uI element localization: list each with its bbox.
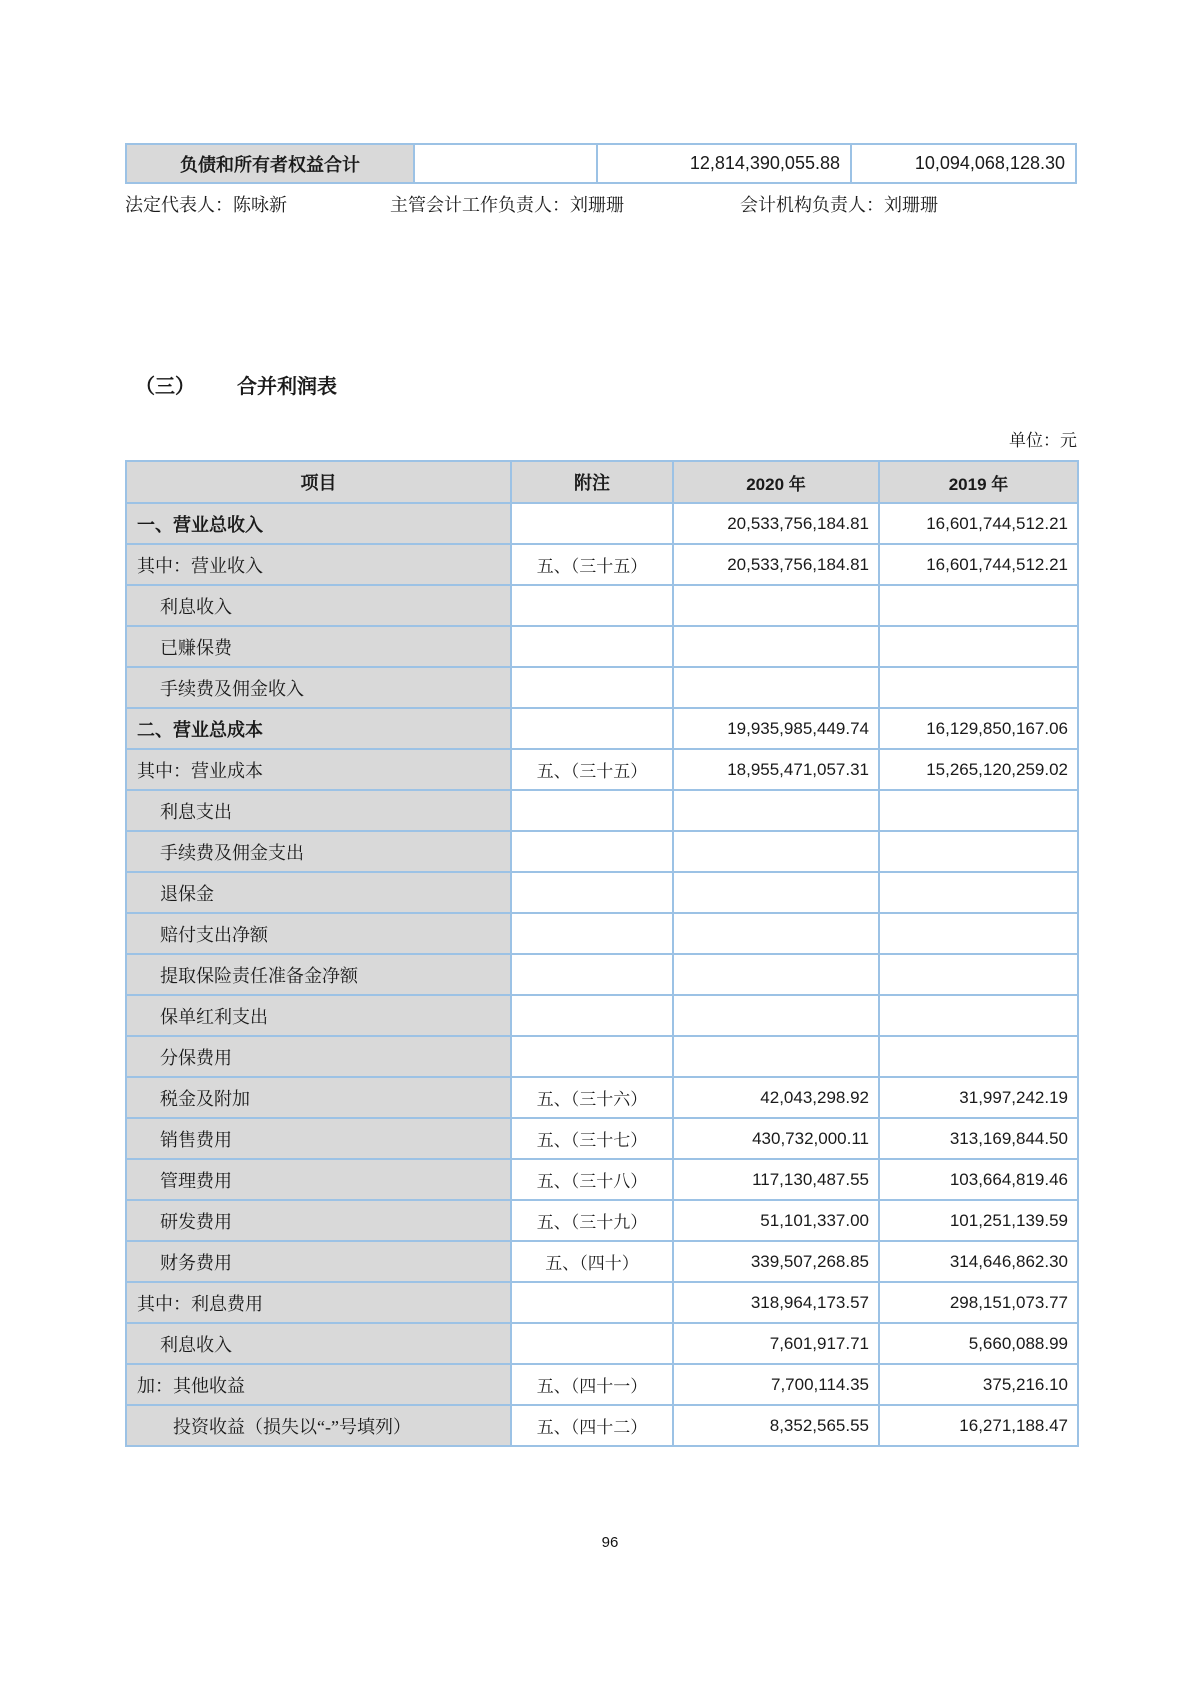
table-row xyxy=(126,1364,1078,1405)
item-cell: 手续费及佣金支出 xyxy=(126,831,511,872)
value-2019-cell: 16,129,850,167.06 xyxy=(879,708,1078,749)
item-cell: 研发费用 xyxy=(126,1200,511,1241)
table-row xyxy=(126,913,1078,954)
item-cell: 赔付支出净额 xyxy=(126,913,511,954)
value-2019-cell: 101,251,139.59 xyxy=(879,1200,1078,1241)
value-2020-cell: 19,935,985,449.74 xyxy=(673,708,879,749)
note-cell xyxy=(511,913,673,954)
table-row xyxy=(126,1077,1078,1118)
note-cell: 五、（三十五） xyxy=(511,544,673,585)
table-row xyxy=(126,1036,1078,1077)
income-statement-table xyxy=(125,460,1079,1447)
table-row xyxy=(126,749,1078,790)
section-title-text: 合并利润表 xyxy=(237,376,337,398)
table-row xyxy=(126,503,1078,544)
item-cell: 税金及附加 xyxy=(126,1077,511,1118)
value-2019-cell xyxy=(879,954,1078,995)
section-number: （三） xyxy=(135,376,195,398)
table-row xyxy=(126,872,1078,913)
section-title xyxy=(135,370,337,399)
value-2019-cell: 103,664,819.46 xyxy=(879,1159,1078,1200)
value-2020-cell: 20,533,756,184.81 xyxy=(673,544,879,585)
page-number: 96 xyxy=(601,1534,619,1551)
item-cell: 已赚保费 xyxy=(126,626,511,667)
value-2020-cell xyxy=(673,831,879,872)
note-cell: 五、（三十七） xyxy=(511,1118,673,1159)
table-header-row xyxy=(126,461,1078,503)
item-cell: 退保金 xyxy=(126,872,511,913)
table-row xyxy=(126,626,1078,667)
table-row xyxy=(126,1282,1078,1323)
value-2019-cell: 16,271,188.47 xyxy=(879,1405,1078,1446)
chief-accounting-officer: 主管会计工作负责人：刘珊珊 xyxy=(390,195,624,215)
table-row xyxy=(126,1159,1078,1200)
note-cell xyxy=(511,995,673,1036)
balance-total-note-cell xyxy=(415,145,598,182)
value-2019-cell: 314,646,862.30 xyxy=(879,1241,1078,1282)
value-2020-cell: 339,507,268.85 xyxy=(673,1241,879,1282)
note-cell xyxy=(511,585,673,626)
note-cell: 五、（三十六） xyxy=(511,1077,673,1118)
value-2019-cell: 15,265,120,259.02 xyxy=(879,749,1078,790)
note-cell xyxy=(511,667,673,708)
note-cell: 五、（三十九） xyxy=(511,1200,673,1241)
table-row xyxy=(126,790,1078,831)
value-2020-cell xyxy=(673,995,879,1036)
legal-representative: 法定代表人：陈咏新 xyxy=(125,195,287,215)
value-2019-cell xyxy=(879,831,1078,872)
value-2019-cell xyxy=(879,995,1078,1036)
note-cell xyxy=(511,954,673,995)
table-row xyxy=(126,585,1078,626)
value-2019-cell xyxy=(879,585,1078,626)
value-2020-cell: 18,955,471,057.31 xyxy=(673,749,879,790)
note-cell: 五、（四十二） xyxy=(511,1405,673,1446)
value-2020-cell: 430,732,000.11 xyxy=(673,1118,879,1159)
value-2019-cell: 375,216.10 xyxy=(879,1364,1078,1405)
table-row xyxy=(126,1200,1078,1241)
value-2019-cell: 31,997,242.19 xyxy=(879,1077,1078,1118)
item-cell: 管理费用 xyxy=(126,1159,511,1200)
table-row xyxy=(126,544,1078,585)
table-row xyxy=(126,831,1078,872)
value-2020-cell: 117,130,487.55 xyxy=(673,1159,879,1200)
table-row xyxy=(126,1241,1078,1282)
balance-total-2020-value: 12,814,390,055.88 xyxy=(598,145,852,182)
item-cell: 手续费及佣金收入 xyxy=(126,667,511,708)
note-cell xyxy=(511,1323,673,1364)
item-cell: 其中：利息费用 xyxy=(126,1282,511,1323)
item-cell: 二、营业总成本 xyxy=(126,708,511,749)
item-cell: 保单红利支出 xyxy=(126,995,511,1036)
header-2020: 2020 年 xyxy=(673,461,879,503)
note-cell xyxy=(511,872,673,913)
item-cell: 提取保险责任准备金净额 xyxy=(126,954,511,995)
item-cell: 投资收益（损失以“-”号填列） xyxy=(126,1405,511,1446)
balance-total-2019-value: 10,094,068,128.30 xyxy=(852,145,1075,182)
value-2019-cell: 16,601,744,512.21 xyxy=(879,544,1078,585)
value-2020-cell xyxy=(673,626,879,667)
item-cell: 财务费用 xyxy=(126,1241,511,1282)
value-2019-cell xyxy=(879,872,1078,913)
value-2019-cell: 313,169,844.50 xyxy=(879,1118,1078,1159)
note-cell: 五、（三十八） xyxy=(511,1159,673,1200)
table-row xyxy=(126,995,1078,1036)
value-2020-cell xyxy=(673,913,879,954)
item-cell: 分保费用 xyxy=(126,1036,511,1077)
table-row xyxy=(126,954,1078,995)
signature-line xyxy=(0,191,1200,217)
value-2020-cell: 42,043,298.92 xyxy=(673,1077,879,1118)
value-2020-cell: 7,601,917.71 xyxy=(673,1323,879,1364)
note-cell xyxy=(511,503,673,544)
table-row xyxy=(126,708,1078,749)
table-row xyxy=(126,1118,1078,1159)
value-2020-cell xyxy=(673,585,879,626)
item-cell: 加：其他收益 xyxy=(126,1364,511,1405)
note-cell xyxy=(511,626,673,667)
value-2020-cell: 7,700,114.35 xyxy=(673,1364,879,1405)
note-cell: 五、（三十五） xyxy=(511,749,673,790)
table-row xyxy=(126,1323,1078,1364)
value-2020-cell: 8,352,565.55 xyxy=(673,1405,879,1446)
note-cell xyxy=(511,790,673,831)
item-cell: 利息收入 xyxy=(126,1323,511,1364)
value-2019-cell: 16,601,744,512.21 xyxy=(879,503,1078,544)
value-2020-cell xyxy=(673,954,879,995)
value-2019-cell xyxy=(879,1036,1078,1077)
table-row xyxy=(126,1405,1078,1446)
accounting-department-head: 会计机构负责人：刘珊珊 xyxy=(740,195,938,215)
value-2019-cell xyxy=(879,667,1078,708)
item-cell: 利息收入 xyxy=(126,585,511,626)
note-cell: 五、（四十一） xyxy=(511,1364,673,1405)
note-cell xyxy=(511,708,673,749)
value-2019-cell: 298,151,073.77 xyxy=(879,1282,1078,1323)
item-cell: 其中：营业成本 xyxy=(126,749,511,790)
value-2020-cell: 318,964,173.57 xyxy=(673,1282,879,1323)
item-cell: 其中：营业收入 xyxy=(126,544,511,585)
note-cell xyxy=(511,1282,673,1323)
header-note: 附注 xyxy=(511,461,673,503)
balance-total-row xyxy=(125,143,1077,184)
header-item: 项目 xyxy=(126,461,511,503)
header-2019: 2019 年 xyxy=(879,461,1078,503)
value-2020-cell xyxy=(673,1036,879,1077)
item-cell: 利息支出 xyxy=(126,790,511,831)
value-2020-cell xyxy=(673,790,879,831)
value-2019-cell xyxy=(879,790,1078,831)
value-2019-cell: 5,660,088.99 xyxy=(879,1323,1078,1364)
table-row xyxy=(126,667,1078,708)
note-cell xyxy=(511,831,673,872)
note-cell xyxy=(511,1036,673,1077)
value-2020-cell xyxy=(673,872,879,913)
value-2019-cell xyxy=(879,913,1078,954)
value-2020-cell xyxy=(673,667,879,708)
item-cell: 销售费用 xyxy=(126,1118,511,1159)
balance-total-label: 负债和所有者权益合计 xyxy=(127,145,415,182)
note-cell: 五、（四十） xyxy=(511,1241,673,1282)
unit-label: 单位：元 xyxy=(1009,431,1077,450)
value-2020-cell: 51,101,337.00 xyxy=(673,1200,879,1241)
value-2019-cell xyxy=(879,626,1078,667)
item-cell: 一、营业总收入 xyxy=(126,503,511,544)
value-2020-cell: 20,533,756,184.81 xyxy=(673,503,879,544)
